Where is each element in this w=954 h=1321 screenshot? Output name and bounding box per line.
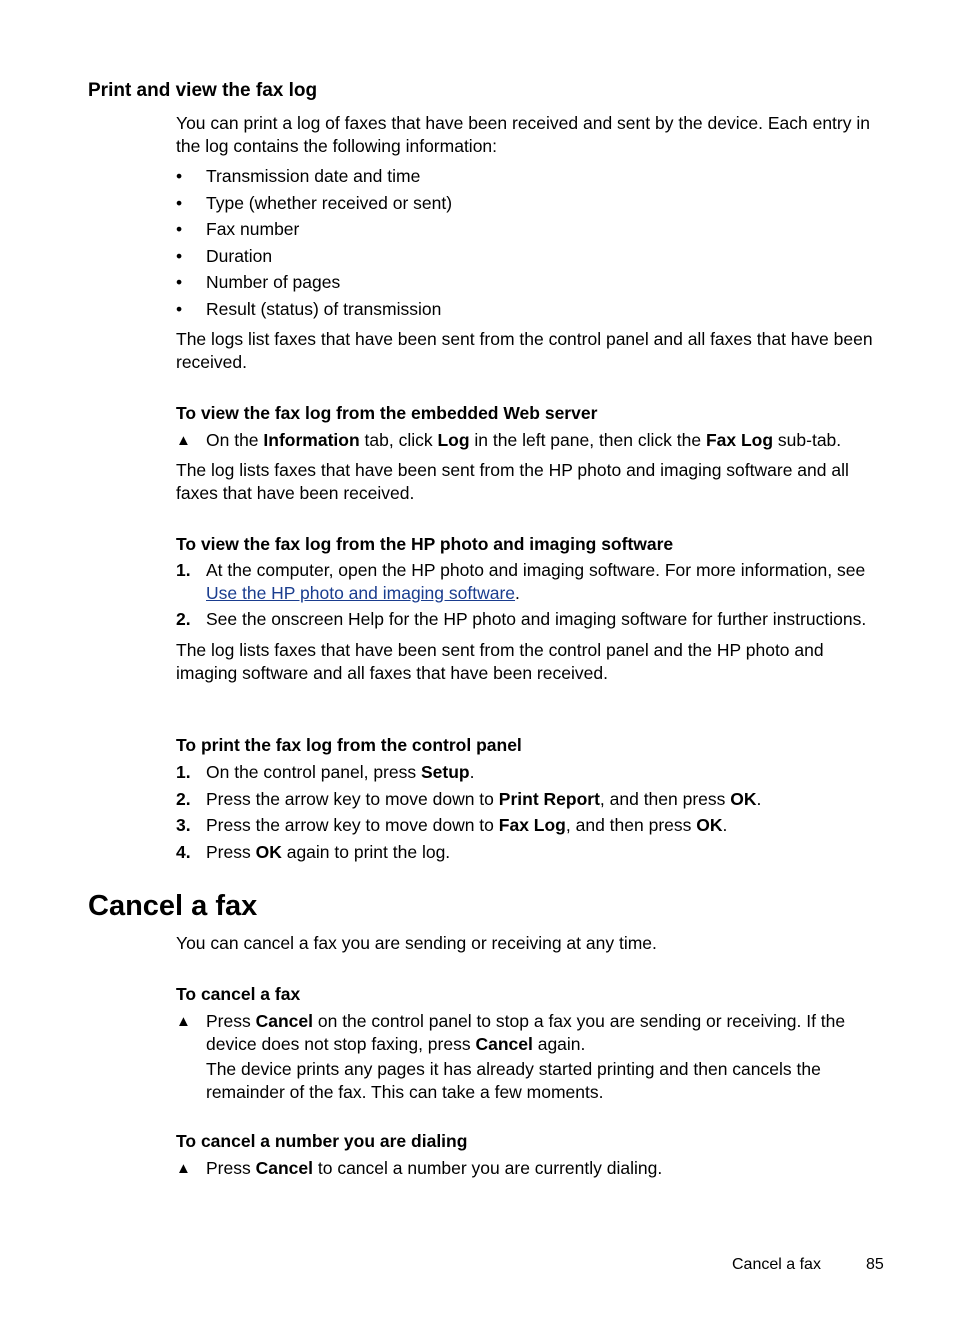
list-item: • Type (whether received or sent) [176, 192, 876, 219]
ews-note: The log lists faxes that have been sent from the HP photo and imaging software and all faxes that have been received. [176, 460, 849, 503]
software-heading: To view the fax log from the HP photo and imaging software [176, 534, 674, 554]
ews-block [176, 402, 876, 505]
software-block [176, 533, 876, 685]
cancel-dial-step: ▲ Press Cancel to cancel a number you are currently dialing. [176, 1158, 663, 1178]
control-panel-heading: To print the fax log from the control panel [176, 735, 522, 755]
section-title-fax-log: Print and view the fax log [88, 80, 318, 101]
software-note: The log lists faxes that have been sent from the control panel and the HP photo and imaging software and all faxes that have been received. [176, 640, 824, 683]
logs-list-paragraph-block [176, 328, 876, 374]
triangle-bullet-icon: ▲ [176, 1013, 191, 1030]
cancel-fax-note: The device prints any pages it has already started printing and then cancels the remainder of the fax. This can take a few moments. [206, 1059, 821, 1102]
list-item: • Transmission date and time [176, 165, 876, 192]
control-panel-block [176, 734, 876, 867]
list-item: • Result (status) of transmission [176, 298, 876, 325]
footer-section-name: Cancel a fax [732, 1256, 821, 1273]
cancel-fax-heading: To cancel a fax [176, 984, 301, 1004]
intro-paragraph: You can print a log of faxes that have been received and sent by the device. Each entry in the log contains the following information: [176, 113, 870, 156]
use-hp-software-link[interactable]: Use the HP photo and imaging software [206, 583, 516, 603]
software-step-1: 1. At the computer, open the HP photo and imaging software. For more information, see Use the HP photo and imaging software. [176, 560, 866, 603]
list-item: • Number of pages [176, 271, 876, 298]
cancel-fax-step: ▲ Press Cancel on the control panel to stop a fax you are sending or receiving. If the device does not stop faxing, press Cancel again. [176, 1011, 846, 1054]
cp-step-3: 3. Press the arrow key to move down to Fax Log, and then press OK. [176, 815, 728, 836]
list-item: • Fax number [176, 218, 876, 245]
triangle-bullet-icon: ▲ [176, 432, 191, 449]
ews-heading: To view the fax log from the embedded Web server [176, 403, 598, 423]
logs-list-paragraph: The logs list faxes that have been sent from the control panel and all faxes that have been received. [176, 329, 873, 372]
cancel-fax-block [176, 983, 886, 1104]
software-step-2: 2. See the onscreen Help for the HP photo and imaging software for further instructions. [176, 609, 867, 629]
cancel-intro-block [176, 932, 876, 955]
cp-step-4: 4. Press OK again to print the log. [176, 841, 451, 862]
footer-page-number: 85 [866, 1256, 884, 1273]
list-item: • Duration [176, 245, 876, 272]
fax-log-bullets [176, 165, 876, 325]
ews-step: ▲ On the Information tab, click Log in the left pane, then click the Fax Log sub-tab. [176, 430, 842, 450]
fax-log-intro-block [176, 112, 876, 158]
triangle-bullet-icon: ▲ [176, 1160, 191, 1177]
cancel-dial-block [176, 1130, 876, 1180]
cancel-intro: You can cancel a fax you are sending or receiving at any time. [176, 933, 657, 953]
cp-step-1: 1. On the control panel, press Setup. [176, 762, 475, 782]
cancel-dial-heading: To cancel a number you are dialing [176, 1131, 468, 1151]
section-title-cancel-fax: Cancel a fax [88, 890, 258, 922]
cp-step-2: 2. Press the arrow key to move down to Print Report, and then press OK. [176, 788, 762, 809]
